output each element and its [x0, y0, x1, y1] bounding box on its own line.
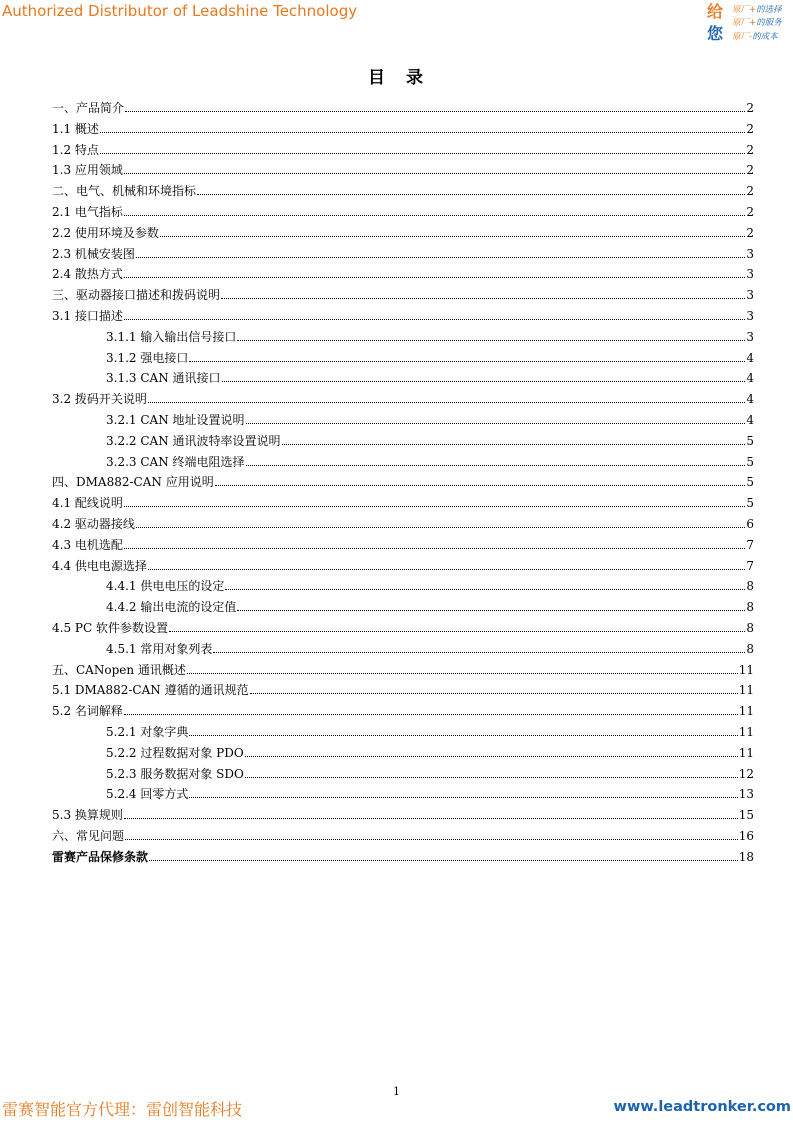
toc-entry-title: 4.5.1 常用对象列表 [106, 641, 213, 656]
toc-entry-page: 8 [746, 579, 754, 594]
toc-entry-title: 3.2.3 CAN 终端电阻选择 [106, 454, 245, 469]
toc-entry-page: 16 [738, 829, 754, 843]
toc-entry-title: 4.5 PC 软件参数设置 [52, 621, 168, 635]
toc-entry-title: 2.1 电气指标 [52, 205, 123, 219]
toc-entry[interactable] [52, 386, 754, 406]
toc-entry[interactable] [52, 157, 754, 177]
toc-entry-page: 8 [746, 600, 754, 615]
toc-entry-page: 4 [746, 371, 754, 386]
toc-dot-leader [189, 361, 745, 362]
toc-dot-leader [124, 319, 745, 320]
toc-entry-title: 3.1.2 强电接口 [106, 350, 189, 365]
toc-entry[interactable] [52, 95, 754, 115]
page-number: 1 [393, 1085, 400, 1098]
toc-entry-title: 5.2.4 回零方式 [106, 787, 189, 802]
toc-entry-page: 3 [746, 246, 754, 261]
toc-entry[interactable] [106, 719, 754, 739]
toc-entry[interactable] [52, 469, 754, 489]
toc-entry[interactable] [106, 594, 754, 614]
toc-dot-leader [221, 298, 745, 299]
toc-entry[interactable] [52, 116, 754, 136]
toc-entry[interactable] [106, 449, 754, 469]
toc-entry-title: 5.2.3 服务数据对象 SDO [106, 766, 244, 781]
toc-entry[interactable] [52, 615, 754, 635]
toc-dot-leader [160, 236, 745, 237]
toc-dot-leader [124, 818, 738, 819]
toc-entry-page: 11 [738, 662, 754, 677]
toc-dot-leader [124, 173, 745, 174]
toc-entry[interactable] [106, 781, 754, 801]
toc-entry-page: 4 [746, 392, 754, 407]
toc-entry[interactable] [52, 823, 754, 843]
toc-dot-leader [245, 777, 738, 778]
toc-entry-page: 5 [746, 433, 754, 448]
toc-entry-page: 8 [746, 621, 754, 635]
toc-entry-title: 五、CANopen 通讯概述 [52, 662, 186, 677]
toc-entry-page: 2 [746, 163, 754, 178]
toc-entry-title: 5.2.2 过程数据对象 PDO [106, 745, 244, 760]
toc-entry-page: 18 [738, 849, 754, 864]
toc-entry-page: 11 [738, 704, 754, 719]
toc-dot-leader [124, 714, 738, 715]
toc-entry[interactable] [106, 365, 754, 385]
toc-dot-leader [250, 693, 738, 694]
toc-entry-title: 3.1.3 CAN 通讯接口 [106, 371, 221, 386]
toc-dot-leader [125, 111, 745, 112]
toc-entry[interactable] [52, 241, 754, 261]
toc-entry[interactable] [52, 178, 754, 198]
agent-footer: 雷赛智能官方代理：雷创智能科技 [2, 1100, 243, 1119]
toc-entry-title: 4.4 供电电源选择 [52, 558, 147, 573]
toc-entry-page: 11 [738, 725, 754, 739]
toc-entry-title: 5.3 换算规则 [52, 808, 123, 823]
toc-entry-page: 5 [746, 496, 754, 511]
toc-entry-title: 4.3 电机选配 [52, 537, 123, 552]
toc-dot-leader [124, 215, 745, 216]
toc-entry-page: 13 [738, 787, 754, 802]
toc-entry-page: 4 [746, 413, 754, 427]
toc-entry-title: 3.2.2 CAN 通讯波特率设置说明 [106, 433, 281, 448]
toc-entry[interactable] [52, 137, 754, 157]
toc-entry[interactable] [52, 844, 754, 864]
brand-logo [707, 2, 793, 46]
toc-dot-leader [215, 485, 746, 486]
toc-entry-title: 2.3 机械安装图 [52, 246, 135, 261]
toc-dot-leader [197, 194, 745, 195]
toc-entry[interactable] [106, 407, 754, 427]
toc-dot-leader [189, 735, 737, 736]
toc-entry-page: 5 [746, 475, 754, 490]
toc-entry-title: 四、DMA882-CAN 应用说明 [52, 475, 214, 490]
toc-entry-page: 4 [746, 350, 754, 365]
toc-entry-page: 2 [746, 121, 754, 136]
toc-entry[interactable] [106, 636, 754, 656]
toc-dot-leader [100, 153, 745, 154]
brand-char-1: 给 [707, 2, 724, 21]
toc-entry-title: 3.1.1 输入输出信号接口 [106, 329, 237, 344]
toc-entry-title: 4.4.2 输出电流的设定值 [106, 600, 237, 615]
toc-entry-title: 1.1 概述 [52, 121, 99, 136]
toc-entry[interactable] [52, 220, 754, 240]
toc-entry-title: 4.4.1 供电电压的设定 [106, 579, 225, 594]
toc-entry[interactable] [106, 428, 754, 448]
toc-dot-leader [124, 506, 745, 507]
toc-entry-title: 4.2 驱动器接线 [52, 517, 135, 531]
toc-dot-leader [124, 277, 745, 278]
slogan-2: 原厂+的服务 [732, 18, 782, 28]
toc-entry-page: 8 [746, 641, 754, 656]
toc-entry[interactable] [106, 740, 754, 760]
toc-entry[interactable] [106, 345, 754, 365]
toc-entry-page: 3 [746, 267, 754, 282]
slogan-3: 原厂-的成本 [732, 32, 778, 42]
toc-entry-page: 7 [746, 558, 754, 573]
toc-entry-page: 6 [746, 517, 754, 531]
toc-entry[interactable] [52, 657, 754, 677]
slogan-1: 原厂+的选择 [732, 5, 782, 15]
toc-entry-title: 5.1 DMA882-CAN 遵循的通讯规范 [52, 683, 249, 698]
toc-dot-leader [149, 860, 738, 861]
page-title: 目 录 [368, 68, 425, 88]
toc-dot-leader [282, 444, 746, 445]
distributor-header: Authorized Distributor of Leadshine Technology [2, 2, 358, 20]
toc-dot-leader [225, 589, 745, 590]
toc-entry[interactable] [52, 532, 754, 552]
toc-entry-page: 2 [746, 101, 754, 115]
toc-entry-title: 2.2 使用环境及参数 [52, 225, 159, 240]
brand-char-2: 您 [707, 24, 724, 43]
toc-dot-leader [237, 340, 745, 341]
toc-entry[interactable] [52, 199, 754, 219]
toc-entry-title: 3.2.1 CAN 地址设置说明 [106, 413, 245, 427]
toc-entry-title: 雷赛产品保修条款 [52, 849, 149, 864]
toc-dot-leader [246, 465, 746, 466]
toc-entry-page: 11 [738, 745, 754, 760]
toc-dot-leader [136, 527, 745, 528]
toc-entry-title: 4.1 配线说明 [52, 496, 123, 511]
toc-entry-title: 3.2 拨码开关说明 [52, 392, 147, 407]
toc-dot-leader [148, 402, 745, 403]
toc-entry-page: 2 [746, 205, 754, 219]
toc-entry-page: 3 [746, 309, 754, 323]
toc-dot-leader [245, 756, 738, 757]
toc-dot-leader [136, 257, 745, 258]
toc-entry-title: 三、驱动器接口描述和拨码说明 [52, 288, 221, 303]
toc-entry[interactable] [52, 553, 754, 573]
toc-entry-title: 3.1 接口描述 [52, 309, 123, 323]
toc-dot-leader [169, 631, 745, 632]
toc-entry[interactable] [52, 282, 754, 302]
toc-entry-page: 7 [746, 537, 754, 552]
toc-dot-leader [124, 548, 745, 549]
toc-entry-page: 3 [746, 329, 754, 344]
toc-entry[interactable] [52, 303, 754, 323]
toc-entry[interactable] [52, 261, 754, 281]
toc-entry[interactable] [52, 802, 754, 822]
toc-entry-page: 2 [746, 225, 754, 240]
toc-dot-leader [237, 610, 745, 611]
toc-dot-leader [148, 569, 745, 570]
toc-entry-page: 3 [746, 288, 754, 303]
website-link[interactable]: www.leadtronker.com [613, 1099, 791, 1115]
toc-entry-page: 5 [746, 454, 754, 469]
toc-entry[interactable] [106, 761, 754, 781]
toc-dot-leader [187, 673, 738, 674]
toc-dot-leader [246, 423, 746, 424]
toc-entry-page: 2 [746, 142, 754, 157]
toc-entry-page: 11 [738, 683, 754, 698]
toc-entry-title: 二、电气、机械和环境指标 [52, 184, 197, 199]
toc-entry-title: 1.3 应用领域 [52, 163, 123, 178]
toc-entry[interactable] [52, 677, 754, 697]
toc-entry[interactable] [106, 324, 754, 344]
toc-dot-leader [222, 381, 746, 382]
toc-entry-title: 2.4 散热方式 [52, 267, 123, 282]
toc-entry-title: 1.2 特点 [52, 142, 99, 157]
toc-dot-leader [125, 839, 738, 840]
toc-entry[interactable] [52, 490, 754, 510]
toc-entry-title: 5.2 名词解释 [52, 704, 123, 719]
toc-dot-leader [100, 132, 745, 133]
toc-entry-page: 15 [738, 808, 754, 823]
toc-entry[interactable] [52, 511, 754, 531]
toc-entry[interactable] [52, 698, 754, 718]
toc-entry-page: 2 [746, 184, 754, 199]
toc-dot-leader [189, 797, 737, 798]
toc-entry[interactable] [106, 573, 754, 593]
toc-dot-leader [213, 652, 745, 653]
toc-entry-title: 一、产品简介 [52, 101, 125, 115]
toc-entry-title: 六、常见问题 [52, 829, 125, 843]
toc-entry-page: 12 [738, 766, 754, 781]
toc-entry-title: 5.2.1 对象字典 [106, 725, 189, 739]
